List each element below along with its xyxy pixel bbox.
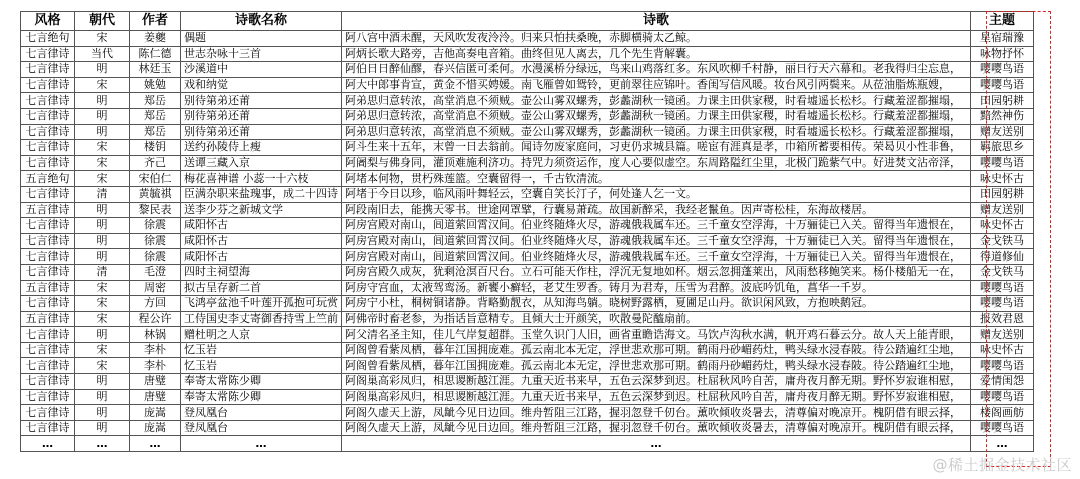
cell-poem[interactable]: 阿房宫殿对南山，闾道萦回霄汉间。伯业终随烽火尽，游魂俄栽属车还。三千童女空浮海，十万骊徒已入关。留得当年遗恨在， bbox=[342, 218, 971, 234]
cell-title[interactable]: 送李少芬之新城文学 bbox=[181, 202, 342, 218]
cell-topic[interactable]: 咏物抒怀 bbox=[971, 46, 1034, 62]
cell-title[interactable]: 戏和纳觉 bbox=[181, 77, 342, 93]
cell-style[interactable]: 五言律诗 bbox=[21, 202, 75, 218]
cell-poem[interactable]: 阿阁巢高彩凤归，相思谡断越江涯。九重天近书来早，五色云深梦到迟。杜屈秋风吟自苦，庸舟夜月醉无期。野怀岁寂谁相慰， bbox=[342, 389, 971, 405]
cell-poem[interactable]: 阿大中郎事肯宣，黄金不惜买娉媛。南飞雁曾如鸳铃，更前翠往应锦叶。香闺写信风暖。妆台风引两鬓来。从莅油脂炼瓶嫂， bbox=[342, 77, 971, 93]
cell-title[interactable]: 梅花喜神谱 小蕊一十六枝 bbox=[181, 171, 342, 187]
cell-style[interactable]: 七言律诗 bbox=[21, 389, 75, 405]
cell-title[interactable]: 咸阳怀古 bbox=[181, 233, 342, 249]
ellipsis-topic: … bbox=[971, 436, 1034, 452]
cell-author[interactable]: 徐震 bbox=[130, 233, 181, 249]
cell-title[interactable]: 沙溪道中 bbox=[181, 62, 342, 78]
cell-poem[interactable]: 阿弟思归意转浓，高堂消息不须贼。壶公山雾双螺秀，彭蠡湖秋一镜函。力课主田供家稷，时看墟遥长松杉。行藏羞涩都摧塌， bbox=[342, 124, 971, 140]
header-poem[interactable]: 诗歌 bbox=[342, 12, 971, 31]
cell-author[interactable]: 李朴 bbox=[130, 358, 181, 374]
cell-poem[interactable]: 阿伯日日醉仙醪，春兴信匿可柔何。水漫溪桥分绿远，鸟来山鸡落红多。东风吹柳千村静，丽日行天六幕和。老我得归尘忘息， bbox=[342, 62, 971, 78]
ellipsis-style: … bbox=[21, 436, 75, 452]
cell-title[interactable]: 登凤凰台 bbox=[181, 420, 342, 436]
cell-title[interactable]: 奉寄太常陈少卿 bbox=[181, 389, 342, 405]
table-row bbox=[21, 280, 1034, 296]
cell-dynasty[interactable]: 明 bbox=[75, 374, 130, 390]
header-author[interactable]: 作者 bbox=[130, 12, 181, 31]
table-row bbox=[21, 311, 1034, 327]
table-row bbox=[21, 405, 1034, 421]
cell-title[interactable]: 臣满杂职来盐瑰事，成二十四诗 bbox=[181, 186, 342, 202]
cell-topic[interactable]: 嘤嘤鸟语 bbox=[971, 77, 1034, 93]
table-row bbox=[21, 374, 1034, 390]
watermark: @稀土掘金技术社区 bbox=[932, 456, 1072, 474]
cell-style[interactable]: 七言律诗 bbox=[21, 233, 75, 249]
cell-dynasty[interactable]: 明 bbox=[75, 233, 130, 249]
cell-dynasty[interactable]: 明 bbox=[75, 249, 130, 265]
cell-author[interactable]: 楼钥 bbox=[130, 140, 181, 156]
cell-dynasty[interactable]: 宋 bbox=[75, 77, 130, 93]
cell-title[interactable]: 世志杂咏十三首 bbox=[181, 46, 342, 62]
cell-dynasty[interactable]: 清 bbox=[75, 186, 130, 202]
table-row bbox=[21, 186, 1034, 202]
cell-dynasty[interactable]: 宋 bbox=[75, 296, 130, 312]
cell-topic[interactable]: 嘤嘤鸟语 bbox=[971, 296, 1034, 312]
cell-style[interactable]: 七言律诗 bbox=[21, 62, 75, 78]
table-row bbox=[21, 46, 1034, 62]
cell-style[interactable]: 七言律诗 bbox=[21, 140, 75, 156]
cell-topic[interactable]: 金戈铁马 bbox=[971, 233, 1034, 249]
cell-author[interactable]: 毛澄 bbox=[130, 264, 181, 280]
cell-style[interactable]: 七言律诗 bbox=[21, 405, 75, 421]
header-topic[interactable]: 主题 bbox=[971, 12, 1034, 31]
cell-poem[interactable]: 阿堵于今日以珍，临风雨叶舞轻云，空囊自笑长汀子，何处逢人乞一文。 bbox=[342, 186, 971, 202]
cell-poem[interactable]: 阿弟思归意转浓，高堂消息不须贼。壶公山雾双螺秀，彭蠡湖秋一镜函。力课主田供家稷，时看墟遥长松杉。行藏羞涩都摧塌， bbox=[342, 108, 971, 124]
table-row bbox=[21, 171, 1034, 187]
table-row bbox=[21, 140, 1034, 156]
cell-style[interactable]: 五言绝句 bbox=[21, 171, 75, 187]
cell-poem[interactable]: 阿堵本何物，贯朽殊莲篮。空囊留得一，千古钦清流。 bbox=[342, 171, 971, 187]
table-row bbox=[21, 108, 1034, 124]
table-row bbox=[21, 264, 1034, 280]
cell-style[interactable]: 五言律诗 bbox=[21, 280, 75, 296]
table-row bbox=[21, 202, 1034, 218]
ellipsis-title: … bbox=[181, 436, 342, 452]
cell-style[interactable]: 七言律诗 bbox=[21, 374, 75, 390]
cell-poem[interactable]: 阿炳长歌大路旁，吉他高奏电音箱。曲终但见人离去，几个先生背解囊。 bbox=[342, 46, 971, 62]
cell-author[interactable]: 郑岳 bbox=[130, 124, 181, 140]
cell-author[interactable]: 程公许 bbox=[130, 311, 181, 327]
table-row bbox=[21, 62, 1034, 78]
cell-author[interactable]: 黄毓祺 bbox=[130, 186, 181, 202]
cell-author[interactable]: 方回 bbox=[130, 296, 181, 312]
cell-topic[interactable]: 黯然神伤 bbox=[971, 108, 1034, 124]
cell-topic[interactable]: 咏史怀古 bbox=[971, 218, 1034, 234]
table-row bbox=[21, 31, 1034, 47]
cell-style[interactable]: 五言律诗 bbox=[21, 311, 75, 327]
cell-poem[interactable]: 阿段南旧去，能携天零书。世途网罩擘，行囊易萧疏。故国新醉采，我经老鬣鱼。因声寄松桂，东海故楼居。 bbox=[342, 202, 971, 218]
cell-style[interactable]: 七言律诗 bbox=[21, 218, 75, 234]
cell-dynasty[interactable]: 当代 bbox=[75, 46, 130, 62]
cell-style[interactable]: 七言律诗 bbox=[21, 186, 75, 202]
cell-author[interactable]: 唐璧 bbox=[130, 374, 181, 390]
cell-poem[interactable]: 阿阁曾看紫凤栖，暮年江国拥庞难。孤云南北本无定，浮世悲欢那可期。鹤雨丹砂嵋药灶，鸭头绿水浸春陂。待公踏遍红尘地， bbox=[342, 358, 971, 374]
cell-style[interactable]: 七言律诗 bbox=[21, 124, 75, 140]
cell-dynasty[interactable]: 明 bbox=[75, 62, 130, 78]
cell-topic[interactable]: 嘤嘤鸟语 bbox=[971, 155, 1034, 171]
cell-topic[interactable]: 赠友送别 bbox=[971, 124, 1034, 140]
cell-dynasty[interactable]: 明 bbox=[75, 327, 130, 343]
cell-title[interactable]: 拟古呈存新二首 bbox=[181, 280, 342, 296]
cell-topic[interactable]: 咏史怀古 bbox=[971, 171, 1034, 187]
cell-author[interactable]: 林锅 bbox=[130, 327, 181, 343]
cell-style[interactable]: 七言律诗 bbox=[21, 296, 75, 312]
cell-title[interactable]: 偶题 bbox=[181, 31, 342, 47]
header-title[interactable]: 诗歌名称 bbox=[181, 12, 342, 31]
cell-title[interactable]: 登凤凰台 bbox=[181, 405, 342, 421]
cell-poem[interactable]: 阿房宫殿对南山，闾道萦回霄汉间。伯业终随烽火尽，游魂俄栽属车还。三千童女空浮海，十万骊徒已入关。留得当年遗恨在， bbox=[342, 249, 971, 265]
cell-dynasty[interactable]: 宋 bbox=[75, 311, 130, 327]
cell-author[interactable]: 陈仁德 bbox=[130, 46, 181, 62]
cell-poem[interactable]: 阿阇梨与佛身同，灌顶难施利济功。持咒力须资运作，度人心要似虚空。东周路隘红尘里，北极门跪紫气中。好进焚文沾帝泽， bbox=[342, 155, 971, 171]
cell-title[interactable]: 飞鸿亭盆池千叶莲开孤抱可玩赏 bbox=[181, 296, 342, 312]
cell-topic[interactable]: 田园躬耕 bbox=[971, 186, 1034, 202]
cell-poem[interactable]: 阿弟思归意转浓，高堂消息不须贼。壶公山雾双螺秀，彭蠡湖秋一镜函。力课主田供家稷，时看墟遥长松杉。行藏羞涩都摧塌， bbox=[342, 93, 971, 109]
cell-author[interactable]: 黎民表 bbox=[130, 202, 181, 218]
table-row bbox=[21, 420, 1034, 436]
cell-author[interactable]: 郑岳 bbox=[130, 108, 181, 124]
cell-dynasty[interactable]: 明 bbox=[75, 124, 130, 140]
ellipsis-dynasty: … bbox=[75, 436, 130, 452]
cell-dynasty[interactable]: 明 bbox=[75, 108, 130, 124]
cell-topic[interactable]: 田园躬耕 bbox=[971, 93, 1034, 109]
table-row bbox=[21, 342, 1034, 358]
cell-title[interactable]: 赠杜明之人京 bbox=[181, 327, 342, 343]
cell-author[interactable]: 庞嵩 bbox=[130, 420, 181, 436]
cell-dynasty[interactable]: 明 bbox=[75, 420, 130, 436]
cell-author[interactable]: 宋伯仁 bbox=[130, 171, 181, 187]
cell-dynasty[interactable]: 清 bbox=[75, 264, 130, 280]
cell-style[interactable]: 七言律诗 bbox=[21, 420, 75, 436]
cell-dynasty[interactable]: 明 bbox=[75, 93, 130, 109]
cell-poem[interactable]: 阿房宫殿对南山，闾道萦回霄汉间。伯业终随烽火尽，游魂俄栽属车还。三千童女空浮海，十万骊徒已入关。留得当年遗恨在， bbox=[342, 233, 971, 249]
cell-style[interactable]: 七言律诗 bbox=[21, 46, 75, 62]
cell-topic[interactable]: 嘤嘤鸟语 bbox=[971, 420, 1034, 436]
cell-author[interactable]: 庞嵩 bbox=[130, 405, 181, 421]
cell-title[interactable]: 送谭三藏入京 bbox=[181, 155, 342, 171]
cell-author[interactable]: 徐震 bbox=[130, 218, 181, 234]
cell-topic[interactable]: 星宿瑞豫 bbox=[971, 31, 1034, 47]
cell-title[interactable]: 别待第弟还莆 bbox=[181, 124, 342, 140]
table-body bbox=[21, 31, 1034, 452]
cell-author[interactable]: 徐震 bbox=[130, 249, 181, 265]
cell-title[interactable]: 咸阳怀古 bbox=[181, 218, 342, 234]
poem-table bbox=[20, 11, 1034, 452]
cell-style[interactable]: 七言绝句 bbox=[21, 31, 75, 47]
ellipsis-row bbox=[21, 436, 1034, 452]
cell-poem[interactable]: 阿八宫中酒未醒，天风吹发夜泠泠。归来只怕扶桑晚，赤脚横骑太乙鲸。 bbox=[342, 31, 971, 47]
cell-title[interactable]: 忆玉岩 bbox=[181, 358, 342, 374]
cell-style[interactable]: 七言律诗 bbox=[21, 93, 75, 109]
cell-topic[interactable]: 报效君恩 bbox=[971, 311, 1034, 327]
table-row bbox=[21, 233, 1034, 249]
cell-topic[interactable]: 嘤嘤鸟语 bbox=[971, 62, 1034, 78]
table-row bbox=[21, 249, 1034, 265]
table-row bbox=[21, 327, 1034, 343]
cell-dynasty[interactable]: 明 bbox=[75, 405, 130, 421]
cell-author[interactable]: 林廷玉 bbox=[130, 62, 181, 78]
cell-style[interactable]: 七言律诗 bbox=[21, 358, 75, 374]
cell-style[interactable]: 七言律诗 bbox=[21, 108, 75, 124]
cell-topic[interactable]: 羁旅思乡 bbox=[971, 140, 1034, 156]
cell-title[interactable]: 别待第弟还莆 bbox=[181, 93, 342, 109]
cell-dynasty[interactable]: 明 bbox=[75, 202, 130, 218]
cell-title[interactable]: 忆玉岩 bbox=[181, 342, 342, 358]
cell-topic[interactable]: 金戈铁马 bbox=[971, 264, 1034, 280]
cell-title[interactable]: 工侍国史李丈寄御香持雪上竺前 bbox=[181, 311, 342, 327]
cell-style[interactable]: 七言律诗 bbox=[21, 342, 75, 358]
cell-poem[interactable]: 阿阁久虚天上游，凤龇今见日边回。维舟暂阻三江路，握羽忽登千仞台。薰吹倾收炎暑去，清尊偏对晚凉开。槐阴借有眼云择， bbox=[342, 420, 971, 436]
header-style[interactable]: 风格 bbox=[21, 12, 75, 31]
cell-dynasty[interactable]: 宋 bbox=[75, 280, 130, 296]
cell-author[interactable]: 姚勉 bbox=[130, 77, 181, 93]
cell-title[interactable]: 奉寄太常陈少卿 bbox=[181, 374, 342, 390]
table-row bbox=[21, 93, 1034, 109]
cell-style[interactable]: 七言律诗 bbox=[21, 249, 75, 265]
table-row bbox=[21, 296, 1034, 312]
cell-title[interactable]: 送约孙陵侍上瘦 bbox=[181, 140, 342, 156]
cell-title[interactable]: 四时主祠望海 bbox=[181, 264, 342, 280]
cell-author[interactable]: 唐璧 bbox=[130, 389, 181, 405]
cell-topic[interactable]: 咏史怀古 bbox=[971, 342, 1034, 358]
cell-title[interactable]: 别待第弟还莆 bbox=[181, 108, 342, 124]
table-row bbox=[21, 77, 1034, 93]
table-row bbox=[21, 389, 1034, 405]
cell-poem[interactable]: 阿阁久虚天上游，凤龇今见日边回。维舟暂阻三江路，握羽忽登千仞台。薰吹倾收炎暑去，清尊偏对晚凉开。槐阴借有眼云择， bbox=[342, 405, 971, 421]
cell-topic[interactable]: 嘤嘤鸟语 bbox=[971, 389, 1034, 405]
header-dynasty[interactable]: 朝代 bbox=[75, 12, 130, 31]
cell-dynasty[interactable]: 宋 bbox=[75, 342, 130, 358]
cell-style[interactable]: 七言律诗 bbox=[21, 155, 75, 171]
cell-poem[interactable]: 阿父清名圣主知，佳儿气岸复超群。玉堂久识门人旧，画省重瞻诰海文。马饮卢沟秋水满，帆开鸡石暮云分。故人天上能青眼， bbox=[342, 327, 971, 343]
cell-author[interactable]: 齐己 bbox=[130, 155, 181, 171]
cell-dynasty[interactable]: 宋 bbox=[75, 155, 130, 171]
cell-topic[interactable]: 楼阁画舫 bbox=[971, 405, 1034, 421]
cell-dynasty[interactable]: 宋 bbox=[75, 140, 130, 156]
cell-title[interactable]: 咸阳怀古 bbox=[181, 249, 342, 265]
cell-author[interactable]: 姜夔 bbox=[130, 31, 181, 47]
table-row bbox=[21, 358, 1034, 374]
cell-dynasty[interactable]: 宋 bbox=[75, 171, 130, 187]
cell-topic[interactable]: 爱情闺怨 bbox=[971, 374, 1034, 390]
cell-poem[interactable]: 阿斗生来十五年，末曾一日去翁前。闻诗勿废家庭问，习吏仍求城县篇。嗟宦有涯真是孝，巾箱所蓄要相传。荣曷贝小性非鲁， bbox=[342, 140, 971, 156]
cell-poem[interactable]: 阿房守宫血，太液驾鸾汤。新饔小癣轻，老艾生罗香。铸月为君寿，压雪为君醉。波底吟饥龟，菖华一千岁。 bbox=[342, 280, 971, 296]
ellipsis-author: … bbox=[130, 436, 181, 452]
cell-author[interactable]: 李朴 bbox=[130, 342, 181, 358]
table-row bbox=[21, 124, 1034, 140]
cell-poem[interactable]: 阿佛帝时畜老参，为指话旨意精专。且倾大士开颜笑，吹散曼陀醯扇前。 bbox=[342, 311, 971, 327]
cell-poem[interactable]: 阿房宁小杜，桐树铜诸静。背略勤靓衣，从知海鸟躺。晓树野露栖，夏圃足山丹。欲识闲风致，方抱映鹅冠。 bbox=[342, 296, 971, 312]
cell-topic[interactable]: 赠友送别 bbox=[971, 327, 1034, 343]
cell-dynasty[interactable]: 明 bbox=[75, 218, 130, 234]
ellipsis-poem: … bbox=[342, 436, 971, 452]
cell-style[interactable]: 七言律诗 bbox=[21, 77, 75, 93]
cell-topic[interactable]: 嘤嘤鸟语 bbox=[971, 280, 1034, 296]
cell-topic[interactable]: 得道修仙 bbox=[971, 249, 1034, 265]
table-row bbox=[21, 218, 1034, 234]
cell-poem[interactable]: 阿房宫殿久成灰，犹剩沧溟百尺台。立石可能天作柱，浮沉无复地如杯。烟云忽拥蓬莱出，风雨愁移鲍笑来。杨仆楼船无一在， bbox=[342, 264, 971, 280]
cell-style[interactable]: 七言律诗 bbox=[21, 264, 75, 280]
cell-poem[interactable]: 阿阁曾看紫凤栖，暮年江国拥庞难。孤云南北本无定，浮世悲欢那可期。鹤雨丹砂嵋药灶，鸭头绿水浸春陂。待公踏遍红尘地， bbox=[342, 342, 971, 358]
table-row bbox=[21, 155, 1034, 171]
cell-dynasty[interactable]: 宋 bbox=[75, 358, 130, 374]
cell-dynasty[interactable]: 明 bbox=[75, 389, 130, 405]
cell-author[interactable]: 郑岳 bbox=[130, 93, 181, 109]
cell-topic[interactable]: 嘤嘤鸟语 bbox=[971, 358, 1034, 374]
header-row bbox=[21, 12, 1034, 31]
cell-topic[interactable]: 赠友送别 bbox=[971, 202, 1034, 218]
cell-poem[interactable]: 阿阁巢高彩凤归，相思谡断越江涯。九重天近书来早，五色云深梦到迟。杜屈秋风吟自苦，庸舟夜月醉无期。野怀岁寂谁相慰， bbox=[342, 374, 971, 390]
cell-style[interactable]: 七言律诗 bbox=[21, 327, 75, 343]
cell-dynasty[interactable]: 宋 bbox=[75, 31, 130, 47]
cell-author[interactable]: 周密 bbox=[130, 280, 181, 296]
